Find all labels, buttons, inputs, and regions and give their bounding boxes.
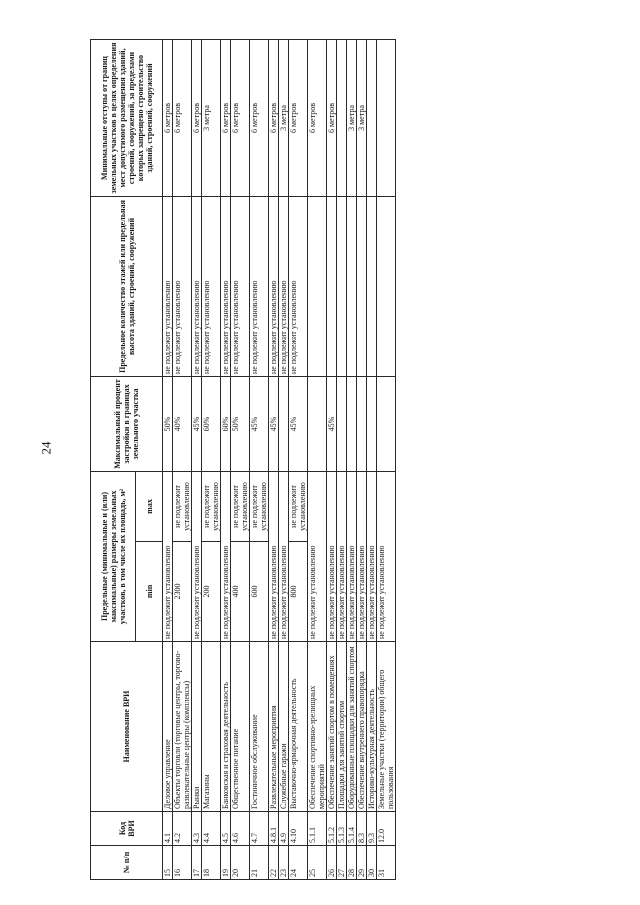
table-row <box>347 40 357 880</box>
table-body <box>163 40 396 880</box>
header-code: Код ВРИ <box>91 812 163 846</box>
cell-name: Площадки для занятий спортом <box>337 642 347 812</box>
cell-code: 5.1.1 <box>308 812 327 846</box>
page-number: 24 <box>38 441 54 455</box>
cell-num: 24 <box>289 846 308 880</box>
cell-code: 4.9 <box>279 812 289 846</box>
cell-num: 18 <box>202 846 221 880</box>
cell-code: 12.0 <box>377 812 396 846</box>
cell-num: 31 <box>377 846 396 880</box>
cell-floors: не подлежит установлению <box>192 197 202 377</box>
cell-num: 17 <box>192 846 202 880</box>
cell-percent: 60% <box>202 377 221 472</box>
cell-percent <box>357 377 367 472</box>
cell-percent: 50% <box>231 377 250 472</box>
cell-setback: 6 метров <box>173 40 192 197</box>
cell-name: Объекты торговли (торговые центры, торгово-развлекательные центры (комплексы) <box>173 642 192 812</box>
table-row <box>163 40 173 880</box>
cell-code: 4.7 <box>250 812 269 846</box>
cell-code: 5.1.3 <box>337 812 347 846</box>
cell-num: 28 <box>347 846 357 880</box>
table-row <box>279 40 289 880</box>
table-row <box>308 40 327 880</box>
cell-floors <box>308 197 327 377</box>
cell-floors: не подлежит установлению <box>173 197 192 377</box>
cell-setback: 6 метров <box>192 40 202 197</box>
cell-name: Историко-культурная деятельность <box>367 642 377 812</box>
cell-num: 26 <box>327 846 337 880</box>
cell-code: 5.1.4 <box>347 812 357 846</box>
header-name: Наименование ВРИ <box>91 642 163 812</box>
cell-setback: 6 метров <box>327 40 337 197</box>
cell-area-min: не подлежит установлению <box>367 472 377 642</box>
cell-setback: 6 метров <box>221 40 231 197</box>
cell-area-min: не подлежит установлению <box>337 472 347 642</box>
cell-area-max: не подлежит установлению <box>202 472 221 542</box>
cell-area-max: не подлежит установлению <box>173 472 192 542</box>
cell-num: 16 <box>173 846 192 880</box>
cell-percent: 45% <box>327 377 337 472</box>
cell-floors: не подлежит установлению <box>231 197 250 377</box>
cell-name: Служебные гаражи <box>279 642 289 812</box>
table-row <box>221 40 231 880</box>
cell-area-min: не подлежит установлению <box>327 472 337 642</box>
cell-floors <box>337 197 347 377</box>
cell-area-min: не подлежит установлению <box>269 472 279 642</box>
cell-name: Деловое управление <box>163 642 173 812</box>
cell-name: Земельные участки (территории) общего пользования <box>377 642 396 812</box>
cell-setback: 6 метров <box>250 40 269 197</box>
cell-num: 15 <box>163 846 173 880</box>
cell-setback: 3 метра <box>202 40 221 197</box>
cell-area-min: 200 <box>202 542 221 642</box>
header-floors: Предельное количество этажей или предельная высота зданий, строений, сооружений <box>91 197 163 377</box>
cell-setback <box>337 40 347 197</box>
vri-regulations-table <box>90 39 396 880</box>
cell-num: 29 <box>357 846 367 880</box>
cell-area-min: 2300 <box>173 542 192 642</box>
cell-setback: 6 метров <box>231 40 250 197</box>
cell-num: 22 <box>269 846 279 880</box>
cell-code: 8.3 <box>357 812 367 846</box>
table-row <box>250 40 269 880</box>
table-row <box>377 40 396 880</box>
cell-setback: 6 метров <box>163 40 173 197</box>
table-row <box>337 40 347 880</box>
cell-num: 27 <box>337 846 347 880</box>
cell-percent <box>337 377 347 472</box>
cell-num: 30 <box>367 846 377 880</box>
table-row <box>192 40 202 880</box>
cell-area-min: 600 <box>250 542 269 642</box>
cell-floors <box>357 197 367 377</box>
cell-name: Обеспечение спортивно-зрелищных мероприятий <box>308 642 327 812</box>
cell-percent <box>347 377 357 472</box>
cell-name: Банковская и страховая деятельность <box>221 642 231 812</box>
rotated-table-container <box>90 40 570 880</box>
cell-floors: не подлежит установлению <box>202 197 221 377</box>
cell-name: Оборудованные площадки для занятий спортом <box>347 642 357 812</box>
cell-code: 4.4 <box>202 812 221 846</box>
table-row <box>269 40 279 880</box>
cell-name: Гостиничное обслуживание <box>250 642 269 812</box>
cell-floors <box>347 197 357 377</box>
cell-code: 5.1.2 <box>327 812 337 846</box>
cell-floors: не подлежит установлению <box>289 197 308 377</box>
cell-num: 25 <box>308 846 327 880</box>
cell-code: 4.5 <box>221 812 231 846</box>
cell-code: 4.6 <box>231 812 250 846</box>
cell-percent <box>377 377 396 472</box>
cell-area-max: не подлежит установлению <box>289 472 308 542</box>
cell-area-min: не подлежит установлению <box>192 472 202 642</box>
cell-code: 4.2 <box>173 812 192 846</box>
cell-setback: 6 метров <box>308 40 327 197</box>
cell-percent <box>367 377 377 472</box>
cell-setback: 3 метра <box>279 40 289 197</box>
header-setback: Минимальные отступы от границ земельных участков в целях определения мест допустимого размещения зданий, строений, сооружений, за пределами которых запрещено строительство зданий, строений, сооружений <box>91 40 163 197</box>
header-num: № п/п <box>91 846 163 880</box>
cell-floors: не подлежит установлению <box>221 197 231 377</box>
header-area-max: max <box>136 472 163 542</box>
cell-area-min: не подлежит установлению <box>279 472 289 642</box>
cell-area-min: не подлежит установлению <box>163 472 173 642</box>
table-row <box>327 40 337 880</box>
header-area-min: min <box>136 542 163 642</box>
cell-code: 4.1 <box>163 812 173 846</box>
header-percent: Максимальный процент застройки в границах земельного участка <box>91 377 163 472</box>
cell-percent: 45% <box>250 377 269 472</box>
cell-floors: не подлежит установлению <box>269 197 279 377</box>
cell-area-min: не подлежит установлению <box>221 472 231 642</box>
cell-percent: 40% <box>173 377 192 472</box>
cell-percent: 50% <box>163 377 173 472</box>
cell-area-min: 800 <box>289 542 308 642</box>
cell-area-min: не подлежит установлению <box>377 472 396 642</box>
cell-name: Общественное питание <box>231 642 250 812</box>
cell-code: 4.10 <box>289 812 308 846</box>
cell-floors <box>327 197 337 377</box>
cell-area-min: не подлежит установлению <box>357 472 367 642</box>
table-row <box>231 40 250 880</box>
cell-setback: 6 метров <box>289 40 308 197</box>
cell-name: Обеспечение занятий спортом в помещениях <box>327 642 337 812</box>
cell-area-min: 400 <box>231 542 250 642</box>
cell-name: Выставочно-ярмарочная деятельность <box>289 642 308 812</box>
cell-percent <box>308 377 327 472</box>
cell-percent: 45% <box>192 377 202 472</box>
cell-area-max: не подлежит установлению <box>231 472 250 542</box>
cell-setback: 3 метра <box>347 40 357 197</box>
cell-num: 19 <box>221 846 231 880</box>
header-area-group: Предельные (минимальные и (или) максимальные) размеры земельных участков, в том числе их площадь, м² <box>91 472 136 642</box>
cell-percent: 45% <box>269 377 279 472</box>
table-row <box>202 40 221 880</box>
cell-area-min: не подлежит установлению <box>308 472 327 642</box>
cell-name: Магазины <box>202 642 221 812</box>
cell-floors <box>377 197 396 377</box>
table-row <box>289 40 308 880</box>
cell-percent: 45% <box>289 377 308 472</box>
cell-percent <box>279 377 289 472</box>
cell-code: 4.3 <box>192 812 202 846</box>
cell-floors: не подлежит установлению <box>163 197 173 377</box>
cell-floors: не подлежит установлению <box>250 197 269 377</box>
cell-code: 9.3 <box>367 812 377 846</box>
cell-num: 21 <box>250 846 269 880</box>
cell-name: Рынки <box>192 642 202 812</box>
cell-name: Развлекательные мероприятия <box>269 642 279 812</box>
cell-num: 23 <box>279 846 289 880</box>
cell-area-min: не подлежит установлению <box>347 472 357 642</box>
table-row <box>367 40 377 880</box>
cell-floors: не подлежит установлению <box>279 197 289 377</box>
cell-setback: 3 метра <box>357 40 367 197</box>
cell-setback <box>377 40 396 197</box>
cell-area-max: не подлежит установлению <box>250 472 269 542</box>
cell-percent: 60% <box>221 377 231 472</box>
cell-code: 4.8.1 <box>269 812 279 846</box>
cell-floors <box>367 197 377 377</box>
cell-setback <box>367 40 377 197</box>
cell-name: Обеспечение внутреннего правопорядка <box>357 642 367 812</box>
table-row <box>173 40 192 880</box>
cell-setback: 6 метров <box>269 40 279 197</box>
table-row <box>357 40 367 880</box>
cell-num: 20 <box>231 846 250 880</box>
